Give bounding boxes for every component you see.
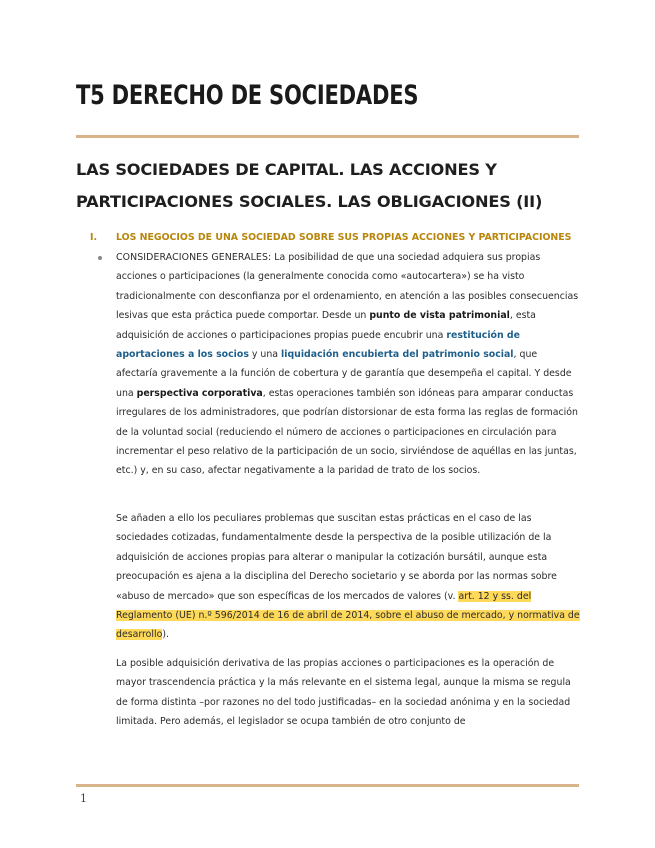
subtitle-line-2: PARTICIPACIONES SOCIALES. LAS OBLIGACIONES (II) (76, 192, 543, 211)
bold-term-patrimonial: punto de vista patrimonial (369, 310, 510, 322)
paragraph-text: ). (162, 629, 170, 641)
paragraph-text: , estas operaciones también son idóneas para amparar conductas irregulares de los administradores, que podrían distorsionar de esta forma las reglas de formación de la voluntad social (reduciendo el número de acciones o participaciones en circulación para incrementar el peso relativo de la participación de un socio, sirviéndose de aquéllas en las juntas, etc.) y, en su caso, afectar negativamente a la paridad de trato de los socios. (116, 387, 578, 477)
section-heading-text: LOS NEGOCIOS DE UNA SOCIEDAD SOBRE SUS PROPIAS ACCIONES Y PARTICIPACIONES (116, 232, 572, 243)
paragraph-text: Se añaden a ello los peculiares problemas que suscitan estas prácticas en el caso de las sociedades cotizadas, fundamentalmente desde la perspectiva de la posible utilización de la adquisición de acciones propias para alterar o manipular la cotización bursátil, aunque esta preocupación es ajena a la disciplina del Derecho societario y se aborda por las normas sobre «abuso de mercado» que son específicas de los mercados de valores (v. (116, 513, 557, 602)
bullet-icon (98, 256, 102, 260)
paragraph-text: y una (248, 349, 282, 361)
bold-term-corporativa: perspectiva corporativa (136, 387, 263, 399)
section-number: I. (90, 232, 98, 243)
paragraph-lead: CONSIDERACIONES GENERALES: (116, 252, 272, 263)
link-liquidacion-encubierta[interactable]: liquidación encubierta del patrimonio social (281, 349, 514, 361)
section-heading (90, 232, 590, 243)
page-number: 1 (80, 792, 87, 805)
bottom-divider (76, 784, 579, 787)
highlighted-reference: art. 12 y ss. del Reglamento (UE) n.º 596/2014 de 16 de abril de 2014, sobre el abuso de mercado, y normativa de desarrollo (116, 590, 580, 641)
paragraph-text: , que afectaría gravemente a la función de cobertura y de garantía que desempeña el capital. Y desde una (116, 349, 572, 399)
paragraph-text: , esta adquisición de acciones o participaciones propias puede encubrir una (116, 310, 536, 341)
paragraph-adquisicion-derivativa: La posible adquisición derivativa de las propias acciones o participaciones es la operación de mayor trascendencia práctica y la más relevante en el sistema legal, aunque la misma se regula de forma distinta –por razones no del todo justificadas– en la sociedad anónima y en la sociedad limitada. Pero además, el legislador se ocupa también de otro conjunto de (116, 658, 571, 728)
link-restitucion-aportaciones[interactable]: restitución de aportaciones a los socios (116, 329, 520, 361)
top-divider (76, 135, 579, 138)
paragraph-text: La posibilidad de que una sociedad adquiera sus propias acciones o participaciones (la generalmente conocida como «autocartera») se ha visto tradicionalmente con desconfianza por el ordenamiento, en atención a las posibles consecuencias lesivas que esta práctica puede comportar. Desde un (116, 252, 579, 322)
subtitle-line-1: LAS SOCIEDADES DE CAPITAL. LAS ACCIONES Y (76, 160, 497, 179)
document-title: T5 DERECHO DE SOCIEDADES (76, 80, 419, 111)
paragraph-sociedades-cotizadas (116, 509, 580, 645)
chapter-subtitle (76, 154, 579, 218)
paragraph-general-considerations (116, 248, 580, 481)
